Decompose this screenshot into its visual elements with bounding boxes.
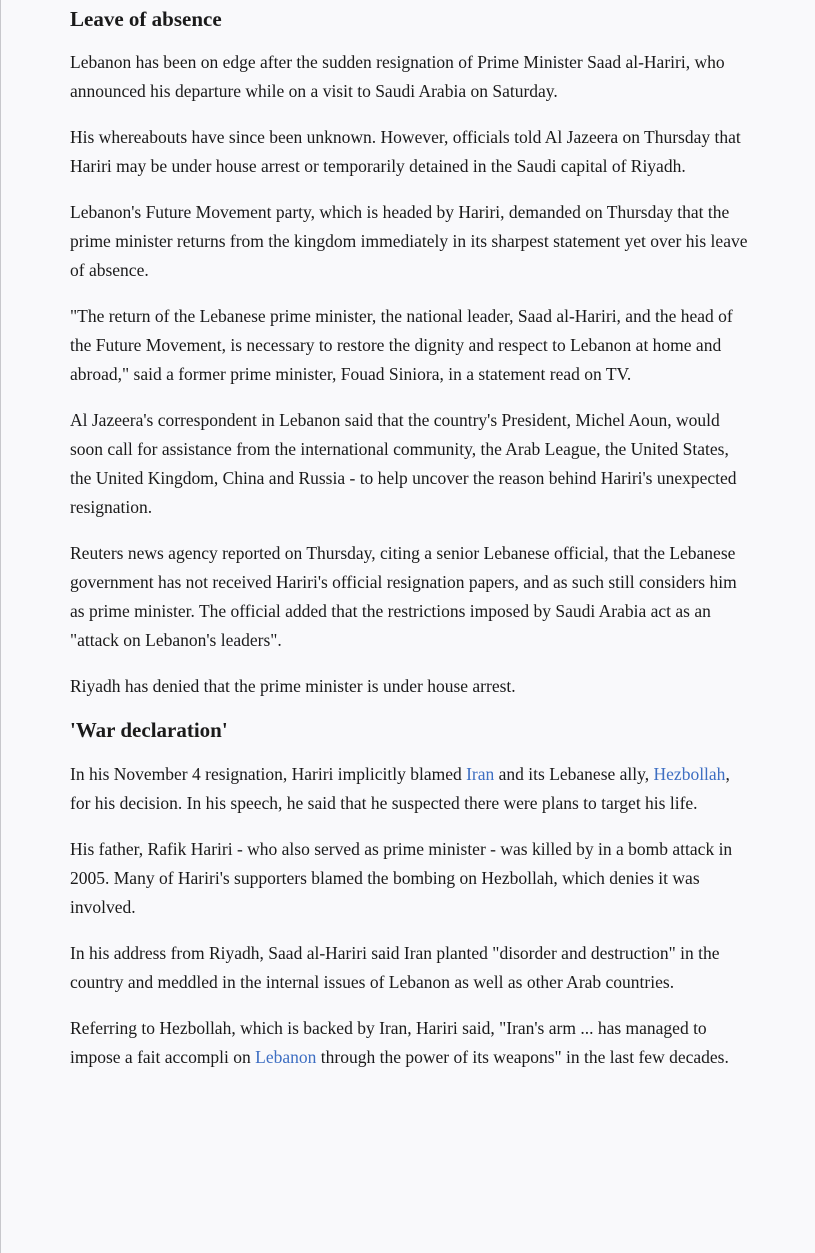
paragraph: Riyadh has denied that the prime minister is under house arrest. — [70, 676, 516, 696]
left-border-divider — [0, 0, 1, 1253]
paragraph-text: Referring to Hezbollah, which is backed by Iran, Hariri said, "Iran's arm ... has managed to impose a fait accompli on — [70, 1018, 707, 1067]
hezbollah-link[interactable]: Hezbollah — [653, 764, 726, 784]
paragraph-with-link — [70, 1014, 750, 1072]
paragraph: Lebanon has been on edge after the sudden resignation of Prime Minister Saad al-Hariri, who announced his departure while on a visit to Saudi Arabia on Saturday. — [70, 52, 725, 101]
article-body — [70, 5, 750, 1072]
paragraph-text: through the power of its weapons" in the last few decades. — [316, 1047, 729, 1067]
section-heading-war-declaration: 'War declaration' — [70, 718, 228, 742]
paragraph: Lebanon's Future Movement party, which is headed by Hariri, demanded on Thursday that the prime minister returns from the kingdom immediately in its sharpest statement yet over his leave of absence. — [70, 202, 748, 280]
lebanon-link[interactable]: Lebanon — [255, 1047, 317, 1067]
paragraph-with-links — [70, 760, 750, 818]
iran-link[interactable]: Iran — [466, 764, 495, 784]
paragraph-text: and its Lebanese ally, — [494, 764, 654, 784]
paragraph: "The return of the Lebanese prime minister, the national leader, Saad al-Hariri, and the head of the Future Movement, is necessary to restore the dignity and respect to Lebanon at home and abroad," said a former prime minister, Fouad Siniora, in a statement read on TV. — [70, 306, 733, 384]
paragraph: Reuters news agency reported on Thursday, citing a senior Lebanese official, that the Lebanese government has not received Hariri's official resignation papers, and as such still considers him as prime minister. The official added that the restrictions imposed by Saudi Arabia act as an "attack on Lebanon's leaders". — [70, 543, 737, 650]
paragraph: Al Jazeera's correspondent in Lebanon said that the country's President, Michel Aoun, would soon call for assistance from the international community, the Arab League, the United States, the United Kingdom, China and Russia - to help uncover the reason behind Hariri's unexpected resignation. — [70, 410, 737, 517]
paragraph: In his address from Riyadh, Saad al-Hariri said Iran planted "disorder and destruction" in the country and meddled in the internal issues of Lebanon as well as other Arab countries. — [70, 943, 720, 992]
paragraph: His whereabouts have since been unknown. However, officials told Al Jazeera on Thursday that Hariri may be under house arrest or temporarily detained in the Saudi capital of Riyadh. — [70, 127, 741, 176]
section-heading-leave-of-absence: Leave of absence — [70, 7, 222, 31]
paragraph-text: , for his decision. In his speech, he said that he suspected there were plans to target his life. — [70, 764, 730, 813]
paragraph: His father, Rafik Hariri - who also served as prime minister - was killed by in a bomb attack in 2005. Many of Hariri's supporters blamed the bombing on Hezbollah, which denies it was involved. — [70, 839, 733, 917]
paragraph-text: In his November 4 resignation, Hariri implicitly blamed — [70, 764, 467, 784]
